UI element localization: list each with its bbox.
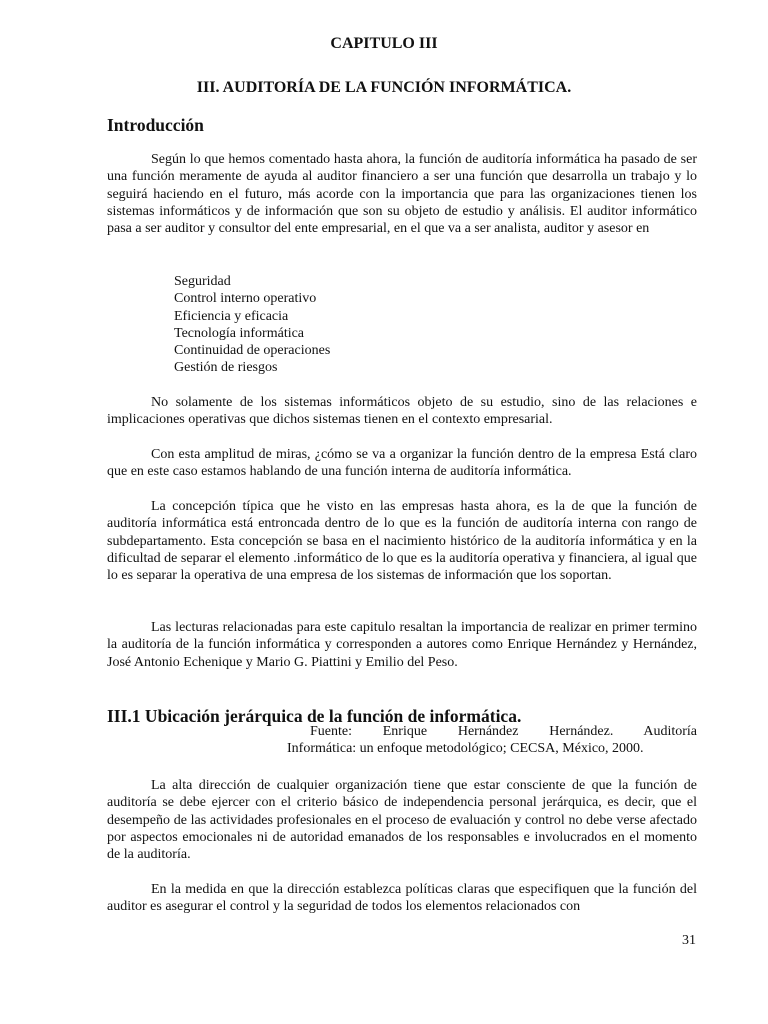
list-item: Control interno operativo (174, 291, 317, 307)
list-item: Tecnología informática (174, 325, 305, 341)
section-heading: III.1 Ubicación jerárquica de la función de informática. (107, 706, 522, 726)
chapter-label: CAPITULO III (330, 35, 438, 52)
page-number: 31 (682, 933, 696, 948)
list-item: Seguridad (174, 274, 231, 289)
source-citation-line-2: Informática: un enfoque metodológico; CECSA, México, 2000. (287, 741, 644, 756)
intro-paragraph-2: No solamente de los sistemas informáticos objeto de su estudio, sino de las relaciones e implicaciones operativas que dichos sistemas tienen en el contexto empresarial. (107, 395, 697, 428)
role-list (174, 273, 330, 377)
intro-paragraph-3: Con esta amplitud de miras, ¿cómo se va a organizar la función dentro de la empresa Está claro que en este caso estamos hablando de una función interna de auditoría informática. (107, 447, 697, 480)
chapter-title: III. AUDITORÍA DE LA FUNCIÓN INFORMÁTICA. (196, 79, 572, 96)
intro-paragraph-1: Según lo que hemos comentado hasta ahora, la función de auditoría informática ha pasado de ser una función meramente de ayuda al auditor financiero a ser una función que desarrolla un trabajo y lo seguirá haciendo en el futuro, más acorde con la importancia que para las organizaciones tienen los sistemas informáticos y de información que son su objeto de estudio y análisis. El auditor informático pasa a ser auditor y consultor del ente empresarial, en el que va a ser analista, auditor y asesor en (107, 152, 697, 237)
list-item: Eficiencia y eficacia (174, 308, 289, 324)
section-paragraph-2: En la medida en que la dirección establezca políticas claras que especifiquen que la función del auditor es asegurar el control y la seguridad de todos los elementos relacionados con (107, 882, 697, 915)
intro-paragraph-5: Las lecturas relacionadas para este capitulo resaltan la importancia de realizar en primer termino la auditoría de la función informática y corresponden a autores como Enrique Hernández y Hernández, José Antonio Echenique y Mario G. Piattini y Emilio del Peso. (107, 620, 697, 670)
intro-heading: Introducción (107, 115, 204, 135)
intro-paragraph-4: La concepción típica que he visto en las empresas hasta ahora, es la de que la función de auditoría informática está entroncada dentro de lo que es la función de auditoría interna con rango de subdepartamento. Esta concepción se basa en el nacimiento histórico de la auditoría informática y en la dificultad de separar el elemento .informático de lo que es la auditoría operativa y financiera, al igual que lo es separar la operativa de una empresa de los sistemas de información que los soportan. (107, 499, 697, 584)
list-item: Gestión de riesgos (174, 360, 278, 376)
list-item: Continuidad de operaciones (174, 343, 331, 359)
source-citation-line-1: Fuente: Enrique Hernández Hernández. Auditoría (310, 724, 697, 739)
section-paragraph-1: La alta dirección de cualquier organización tiene que estar consciente de que la función de auditoría se debe ejercer con el criterio básico de independencia personal jerárquica, es decir, que el desempeño de las actividades profesionales en el proceso de evaluación y control no debe verse afectado por aspectos emocionales ni de autoridad emanados de los responsables e involucrados en el momento de la auditoría. (107, 778, 697, 863)
